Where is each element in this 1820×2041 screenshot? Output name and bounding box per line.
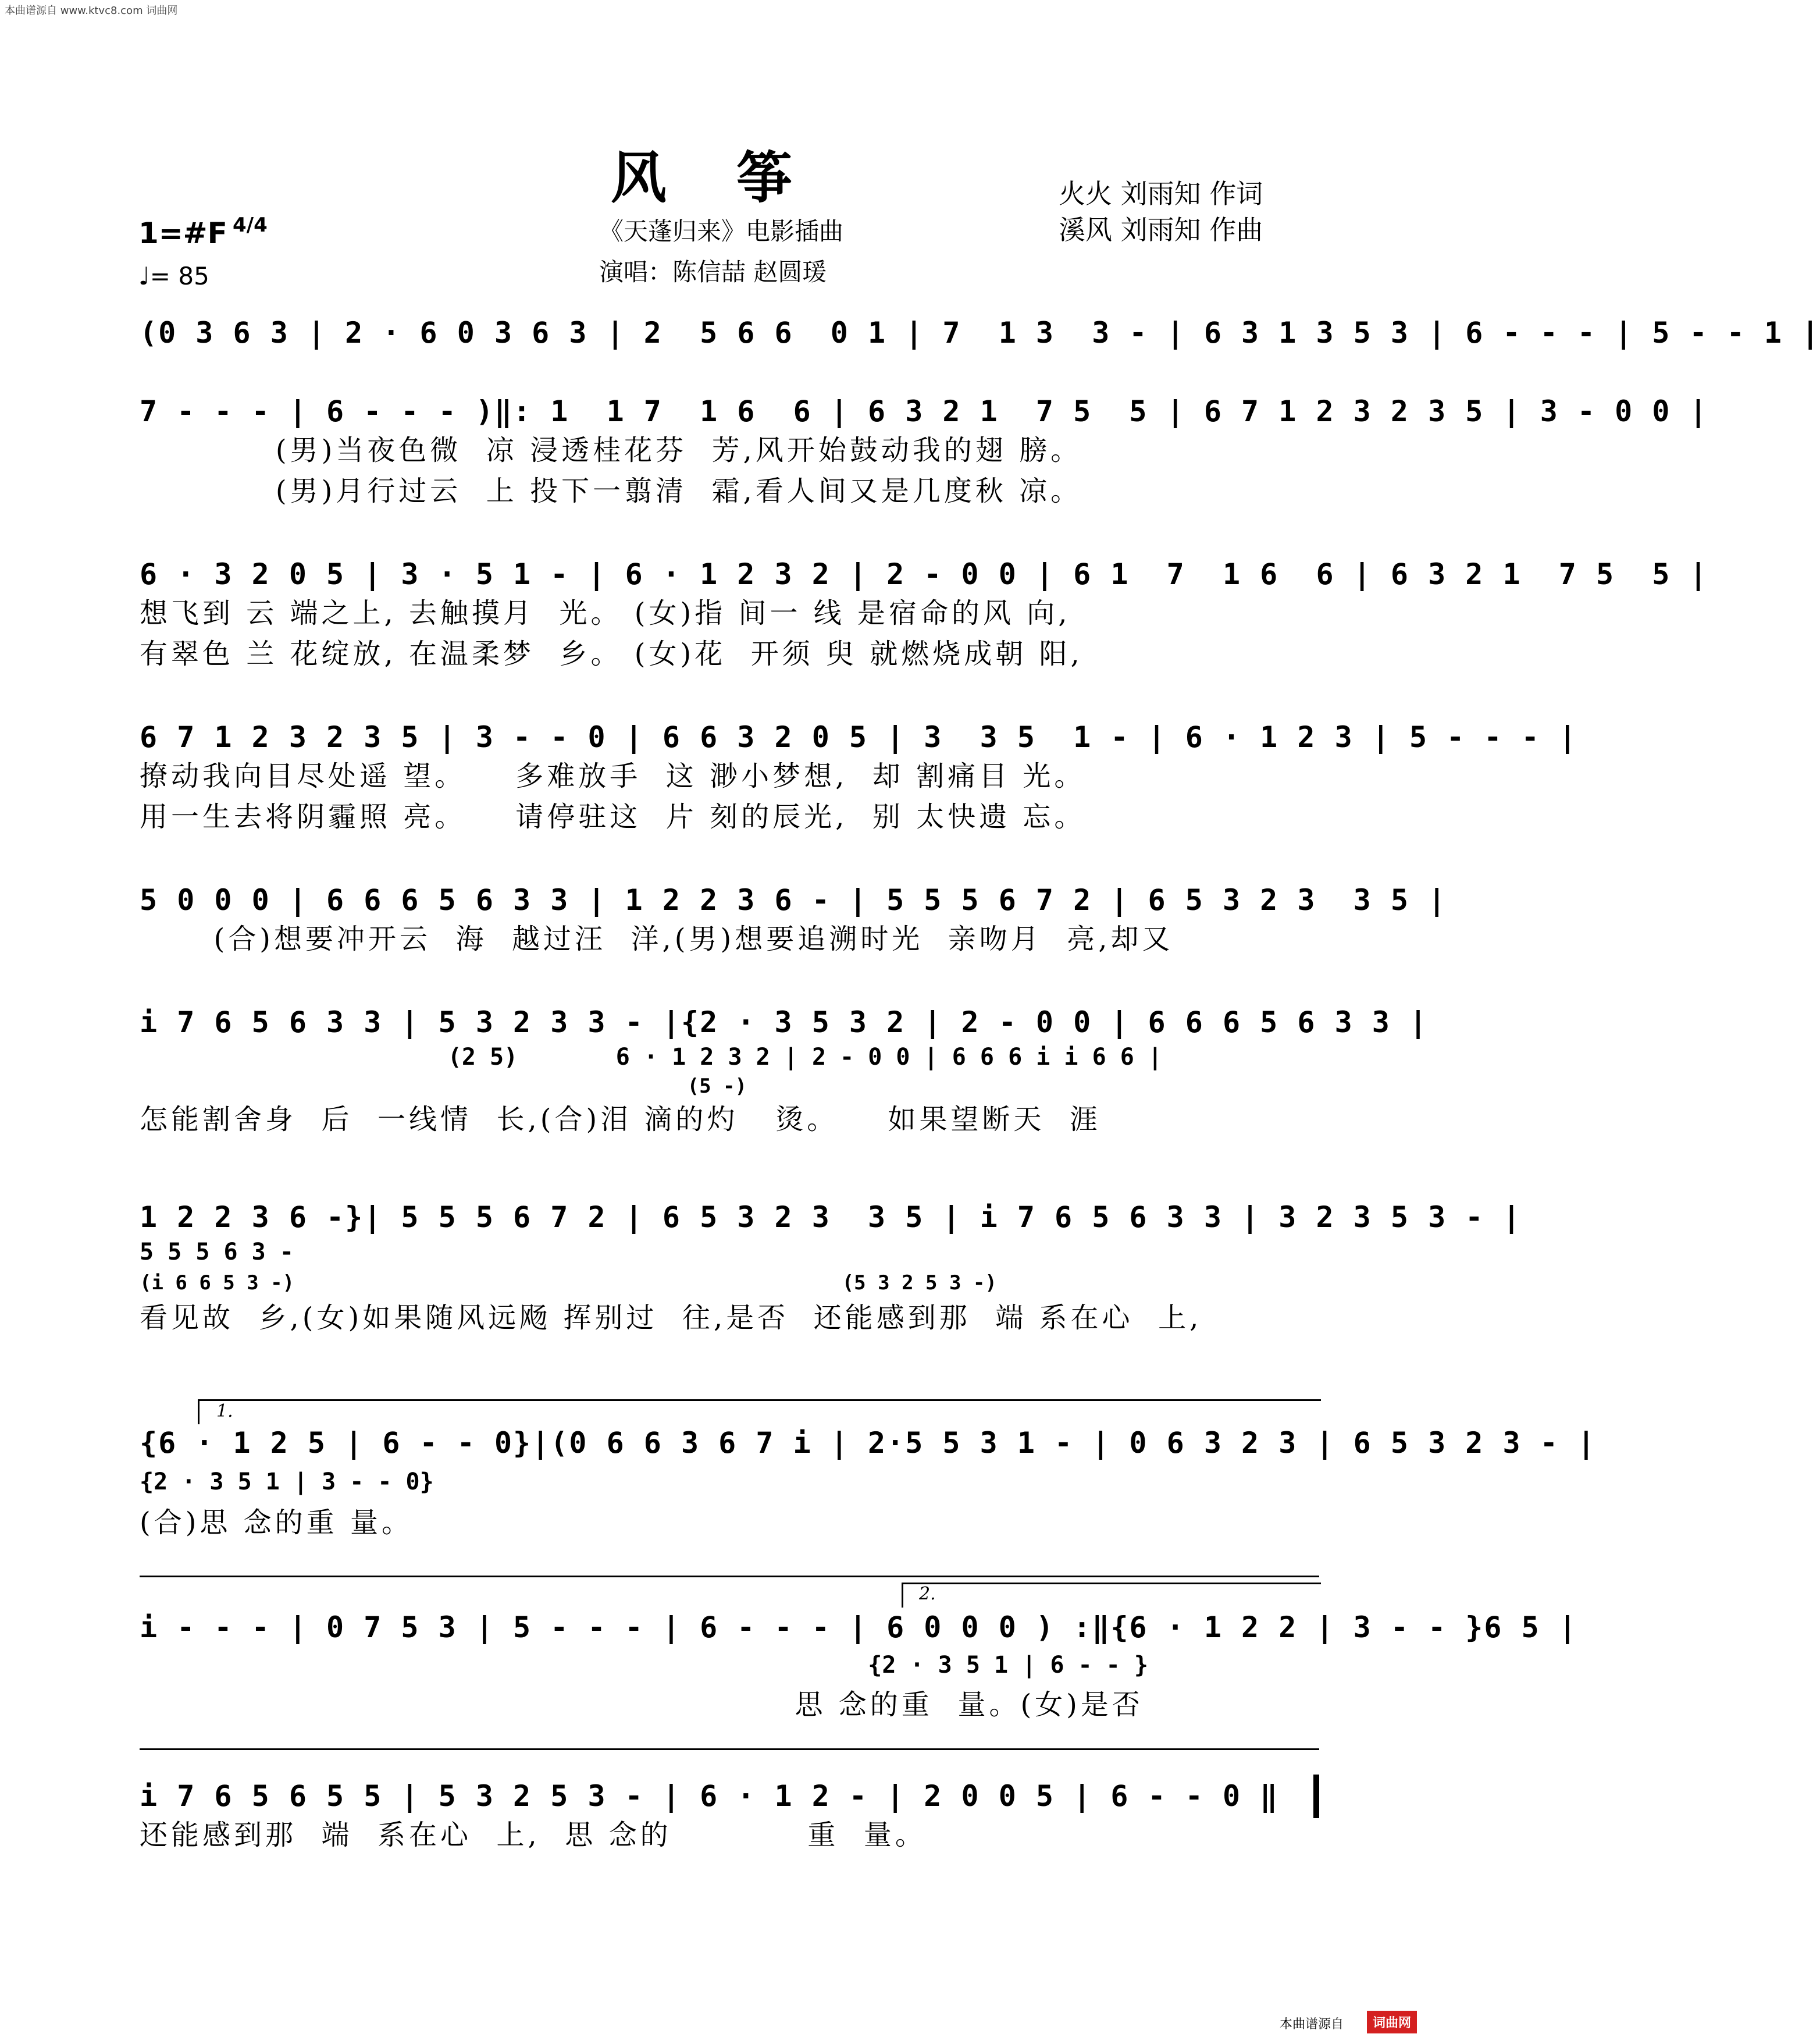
key-signature: 1=#F	[138, 216, 227, 250]
volta-1-label: 1.	[216, 1401, 233, 1421]
score-line-5	[140, 881, 1447, 959]
notes-line-10: i 7 6 5 6 5 5 | 5 3 2 5 3 - | 6 · 1 2 - | 2 0 0 5 | 6 - - 0 ‖	[140, 1779, 1279, 1813]
notes-line-8: {6 · 1 2 5 | 6 - - 0}|(0 6 6 3 6 7 i | 2·5 5 3 1 - | 0 6 3 2 3 | 6 5 3 2 3 - |	[140, 1426, 1596, 1460]
score-line-6	[140, 1004, 1429, 1140]
score-line-2	[140, 393, 1708, 511]
harmony-line-6: (2 5) 6 · 1 2 3 2 | 2 - 0 0 | 6 6 6 i i 6 6 |	[140, 1044, 1162, 1071]
lyric-verse1-line-3: 想飞到 云 端之上, 去触摸月 光。 (女)指 间一 线 是宿命的风 向,	[140, 597, 1071, 630]
lyric-line-9: 思 念的重 量。(女)是否	[140, 1688, 1144, 1721]
score-line-4	[140, 719, 1577, 837]
footer-watermark: 本曲谱源自	[1280, 2017, 1344, 2032]
notes-line-2: 7 - - - | 6 - - - )‖: 1 1 7 1 6 6 | 6 3 2 1 7 5 5 | 6 7 1 2 3 2 3 5 | 3 - 0 0 |	[140, 394, 1708, 428]
score-line-9	[140, 1609, 1577, 1725]
harmony-line-7: 5 5 5 6 3 -	[140, 1239, 294, 1265]
lyric-line-5: (合)想要冲开云 海 越过汪 洋,(男)想要追溯时光 亲吻月 亮,却又	[140, 923, 1174, 955]
song-title: 风筝	[611, 145, 862, 211]
harmony-line-9: {2 · 3 5 1 | 6 - - }	[140, 1652, 1148, 1679]
score-line-10	[140, 1777, 1320, 1855]
lyric-verse1-line-2: (男)当夜色微 凉 浸透桂花芬 芳,风开始鼓动我的翅 膀。	[140, 434, 1082, 467]
lyric-verse1-line-4: 撩动我向目尽处遥 望。 多难放手 这 渺小梦想, 却 割痛目 光。	[140, 760, 1086, 792]
footer-logo: 词曲网	[1367, 2011, 1417, 2033]
top-watermark: 本曲谱源自 www.ktvc8.com 词曲网	[5, 5, 178, 17]
lyric-line-8: (合)思 念的重 量。	[140, 1506, 413, 1539]
lyric-verse2-line-3: 有翠色 兰 花绽放, 在温柔梦 乡。 (女)花 开须 臾 就燃烧成朝 阳,	[140, 638, 1083, 670]
notes-line-9: i - - - | 0 7 5 3 | 5 - - - | 6 - - - | 6 0 0 0 ) :‖{6 · 1 2 2 | 3 - - }6 5 |	[140, 1610, 1577, 1644]
final-barline	[1313, 1775, 1319, 1818]
subtitle: 《天蓬归来》电影插曲	[599, 217, 844, 246]
score-line-8	[140, 1424, 1596, 1543]
notes-line-3: 6 · 3 2 0 5 | 3 · 5 1 - | 6 · 1 2 3 2 | 2 - 0 0 | 6 1 7 1 6 6 | 6 3 2 1 7 5 5 |	[140, 557, 1708, 591]
performers: 演唱：陈信喆 赵圆瑗	[599, 258, 827, 286]
lyric-line-7: 看见故 乡,(女)如果随风远飏 挥别过 往,是否 还能感到那 端 系在心 上,	[140, 1302, 1202, 1334]
volta-2-bracket	[902, 1583, 1321, 1608]
section-rule	[140, 1576, 1319, 1577]
time-signature: 4/4	[233, 214, 268, 237]
tempo-marking: ♩= 85	[138, 262, 209, 290]
lyricist-credit: 火火 刘雨知 作词	[1059, 178, 1263, 209]
harmony-paren-line-6: (5 -)	[140, 1075, 747, 1098]
volta-1-bracket	[198, 1399, 1321, 1424]
notes-line-5: 5 0 0 0 | 6 6 6 5 6 3 3 | 1 2 2 3 6 - | 5 5 5 6 7 2 | 6 5 3 2 3 3 5 |	[140, 883, 1447, 917]
notes-line-7: 1 2 2 3 6 -}| 5 5 5 6 7 2 | 6 5 3 2 3 3 5 | i 7 6 5 6 3 3 | 3 2 3 5 3 - |	[140, 1200, 1522, 1234]
score-line-3	[140, 556, 1708, 674]
notes-line-6: i 7 6 5 6 3 3 | 5 3 2 3 3 - |{2 · 3 5 3 2 | 2 - 0 0 | 6 6 6 5 6 3 3 |	[140, 1005, 1429, 1039]
lyric-line-10: 还能感到那 端 系在心 上, 思 念的 重 量。	[140, 1819, 927, 1851]
lyric-verse2-line-4: 用一生去将阴霾照 亮。 请停驻这 片 刻的辰光, 别 太快遗 忘。	[140, 801, 1086, 833]
notes-line-1: (0 3 6 3 | 2 · 6 0 3 6 3 | 2 5 6 6 0 1 | 7 1 3 3 - | 6 3 1 3 5 3 | 6 - - - | 5 - - 1 |	[140, 316, 1820, 350]
harmony-paren-line-7: (i 6 6 5 3 -) (5 3 2 5 3 -)	[140, 1271, 997, 1295]
lyric-verse2-line-2: (男)月行过云 上 投下一翦清 霜,看人间又是几度秋 凉。	[140, 475, 1082, 507]
composer-credit: 溪风 刘雨知 作曲	[1059, 214, 1263, 246]
lyric-line-6: 怎能割舍身 后 一线情 长,(合)泪 滴的灼 烫。 如果望断天 涯	[140, 1103, 1101, 1136]
score-line-7	[140, 1199, 1522, 1338]
volta-2-label: 2.	[919, 1584, 936, 1604]
notes-line-4: 6 7 1 2 3 2 3 5 | 3 - - 0 | 6 6 3 2 0 5 | 3 3 5 1 - | 6 · 1 2 3 | 5 - - - |	[140, 720, 1577, 754]
harmony-line-8: {2 · 3 5 1 | 3 - - 0}	[140, 1468, 434, 1495]
score-line-1	[140, 314, 1820, 351]
final-section-rule	[140, 1748, 1319, 1750]
